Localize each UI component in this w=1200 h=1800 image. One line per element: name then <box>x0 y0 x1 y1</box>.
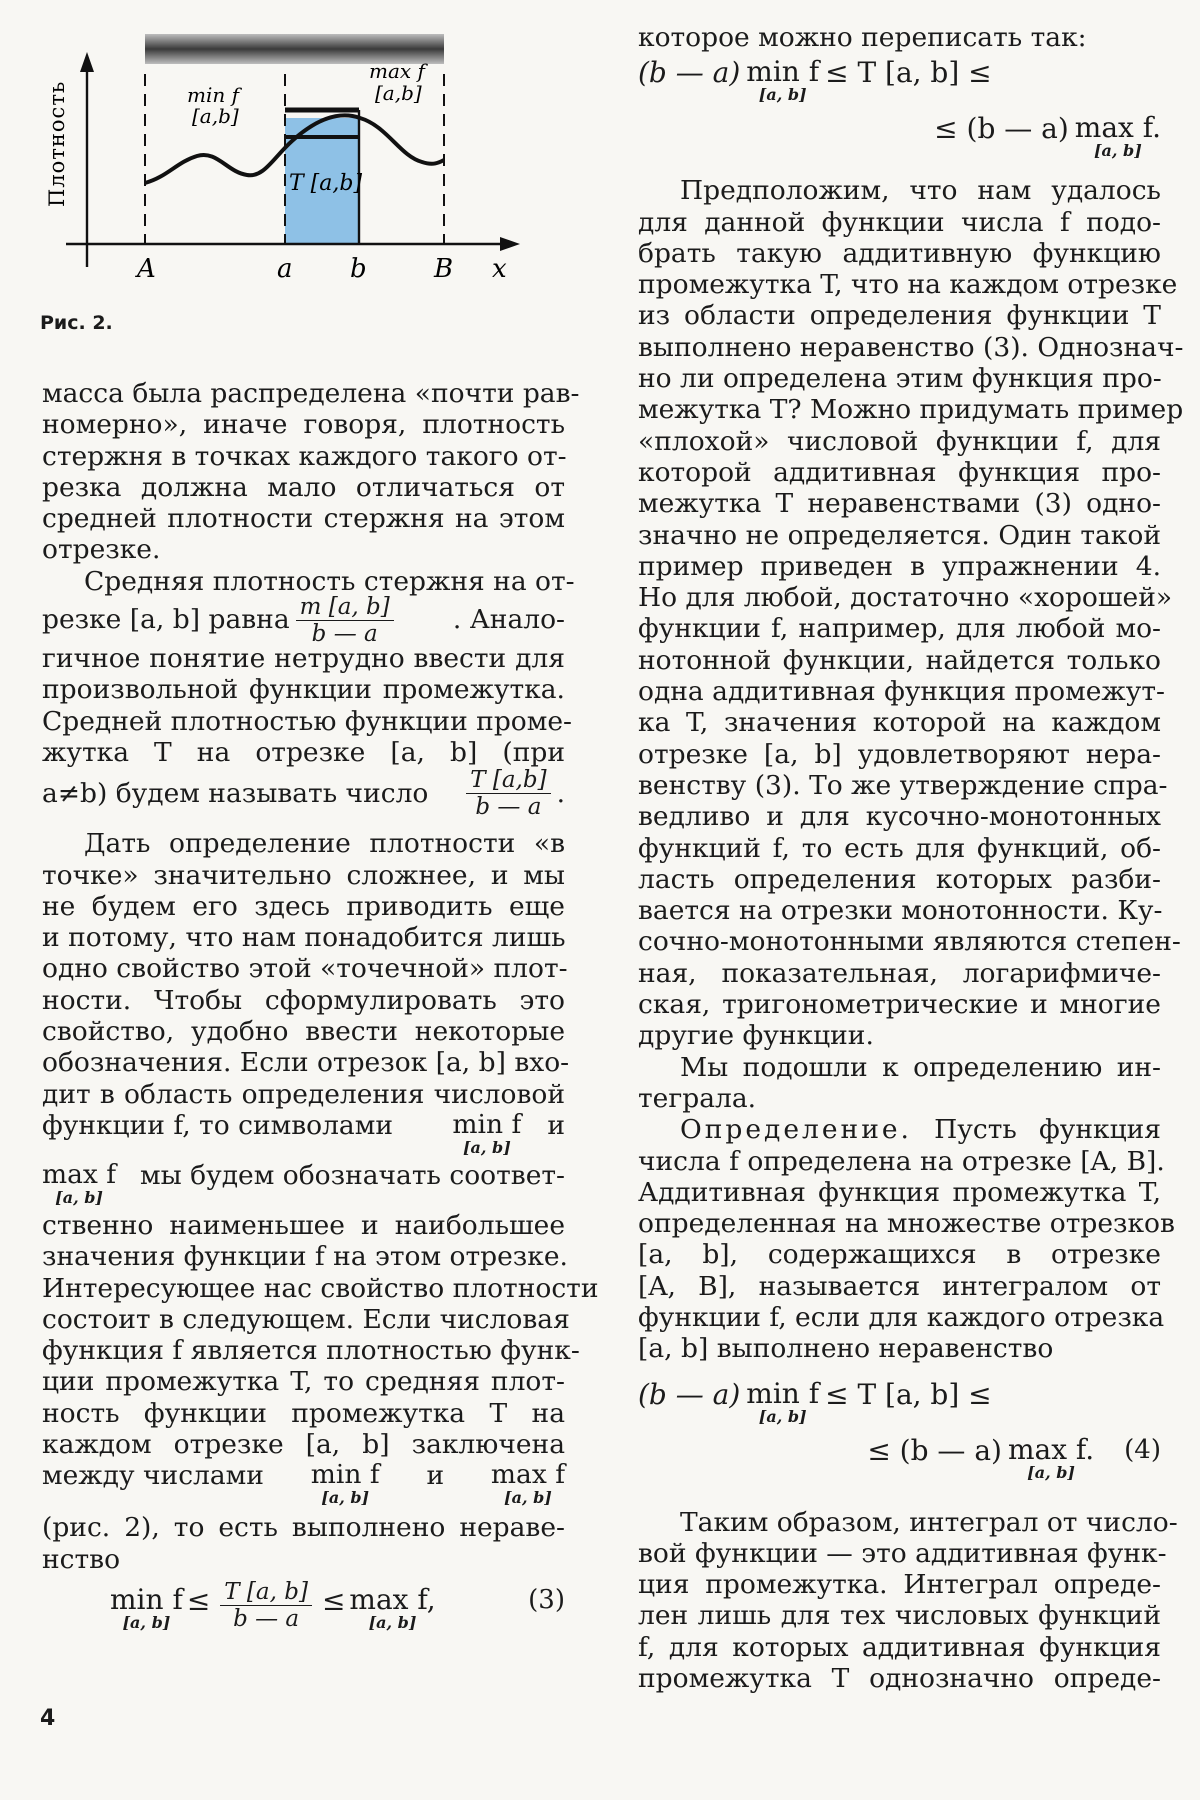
text-line: [a, b], содержащихся в отрезке <box>638 1239 1161 1271</box>
text-line: определенная на множестве отрезков <box>638 1208 1175 1240</box>
text-line: ции промежутка T, то средняя плот- <box>42 1366 565 1398</box>
max-op-subscript: [a, b] <box>504 1488 552 1508</box>
min-operator-2 <box>311 1460 380 1506</box>
text-line: ственно наименьшее и наибольшее <box>42 1209 565 1241</box>
formula-max-sub: [a, b] <box>368 1612 417 1632</box>
between-and: и <box>426 1460 445 1492</box>
fraction-denominator: b — a <box>233 1605 300 1632</box>
text-line: сочно-монотонными являются степен- <box>638 926 1181 958</box>
text-line: функции f, например, для любой мо- <box>638 613 1161 645</box>
formula-min-text: min f <box>110 1582 183 1616</box>
label-x: x <box>492 254 507 282</box>
formula-max-sub: [a, b] <box>1027 1462 1075 1482</box>
max-op-text: max f <box>42 1158 117 1190</box>
left-paragraph-1 <box>42 378 580 566</box>
text-line: ласть определения которых разби- <box>638 863 1161 895</box>
between-text: между числами <box>42 1460 264 1492</box>
min-op-subscript: [a, b] <box>321 1488 370 1508</box>
left-paragraph-3-tail <box>42 1209 599 1461</box>
text-line: функции f, если для каждого отрезка <box>638 1301 1165 1333</box>
text-line: средней плотности стержня на этом <box>42 503 565 535</box>
text-line: f, для которых аддитивная функция <box>638 1631 1161 1663</box>
formula-3-tag: (3) <box>528 1584 565 1615</box>
text-line: промежутка T однозначно опреде- <box>638 1663 1161 1695</box>
page-number: 4 <box>40 1706 56 1731</box>
text-line: из области определения функции T <box>638 300 1161 332</box>
text-line: вой функции — это аддитивная функ- <box>638 1537 1167 1569</box>
text-line: межутка T? Можно придумать пример <box>638 394 1184 426</box>
definition-last: [a, b] выполнено неравенство <box>638 1333 1054 1365</box>
formula-4-ba2: ≤ (b — a) <box>867 1433 1002 1467</box>
right-paragraph-1 <box>638 175 1184 1021</box>
text-line: отрезке. <box>42 534 161 566</box>
text-line: функция f является плотностью функ- <box>42 1335 580 1367</box>
formula-4-line2 <box>638 1432 1161 1507</box>
min-op-subscript: [a, b] <box>462 1137 511 1157</box>
formula-min-text: min f <box>746 1376 820 1410</box>
right-paragraph-3 <box>638 1506 1178 1695</box>
right-p1-last: другие функции. <box>638 1020 874 1052</box>
text-line: значно не определяется. Один такой <box>638 519 1161 551</box>
text-line: ная, показательная, логарифмиче- <box>638 957 1161 989</box>
text-line: резка должна мало отличаться от <box>42 471 565 503</box>
text-line: значения функции f на этом отрезке. <box>42 1241 568 1273</box>
text-line: для данной функции числа f подо- <box>638 206 1161 238</box>
y-axis-arrow <box>80 52 94 72</box>
text-line: состоит в следующем. Если числовая <box>42 1303 570 1335</box>
fraction-numerator: T [a,b] <box>466 767 550 794</box>
text-line: Таким образом, интеграл от число- <box>680 1506 1178 1538</box>
text-line: одно свойство этой «точечной» плот- <box>42 953 568 985</box>
formula-4-mid: ≤ T [a, b] ≤ <box>825 1377 992 1411</box>
left-paragraph-3-after <box>42 1512 565 1575</box>
definition-word: Определение. <box>680 1114 912 1146</box>
formula-max-sub: [a, b] <box>1093 141 1142 161</box>
right-p2-last: теграла. <box>638 1082 757 1114</box>
x-axis-arrow <box>500 237 520 251</box>
text-line: пример приведен в упражнении 4. <box>638 550 1161 582</box>
label-B: B <box>434 254 454 282</box>
text-line: стержня в точках каждого такого от- <box>42 440 567 472</box>
text-line: (рис. 2), то есть выполнено нераве- <box>42 1512 565 1544</box>
text-line: Но для любой, достаточно «хорошей» <box>638 582 1173 614</box>
label-b: b <box>350 254 367 282</box>
formula-3-max <box>349 1582 436 1632</box>
text-line: которой аддитивная функция про- <box>638 456 1161 488</box>
max-sub: [a,b] <box>375 81 422 105</box>
text-line: нство <box>42 1543 121 1575</box>
label-A: A <box>137 254 156 282</box>
text-line: номерно», иначе говоря, плотность <box>42 409 565 441</box>
text-line: гичное понятие нетрудно ввести для <box>42 643 565 675</box>
formula-min-text: min f <box>746 55 820 89</box>
y-axis-label: Плотность <box>45 80 69 207</box>
max-operator-2 <box>491 1460 565 1506</box>
formula-4-min <box>746 1376 820 1426</box>
text-line: межутка T неравенствами (3) одно- <box>638 488 1161 520</box>
text-line: дит в область определения числовой <box>42 1078 565 1110</box>
formula-3-fraction <box>220 1579 312 1632</box>
definition-body <box>638 1145 1175 1334</box>
min-sub: [a,b] <box>192 104 239 128</box>
formula-3-le2: ≤ <box>321 1583 346 1617</box>
text-line: [A, B], называется интегралом от <box>638 1270 1161 1302</box>
text-line: ская, тригонометрические и многие <box>638 989 1161 1021</box>
text-line: нотонной функции, найдется только <box>638 644 1161 676</box>
formula-min-sub: [a, b] <box>758 85 807 105</box>
text-line: но ли определена этим функция про- <box>638 363 1162 395</box>
formula-max <box>1075 113 1161 159</box>
between-line <box>42 1460 565 1512</box>
formula-rewrite-1 <box>638 57 1161 113</box>
text-line: «плохой» числовой функции f, для <box>638 425 1161 457</box>
text-line: выполнено неравенство (3). Однознач- <box>638 331 1184 363</box>
right-column <box>638 22 1184 1695</box>
mean-density-fraction <box>296 594 394 647</box>
text-line: ведливо и для кусочно-монотонных <box>638 801 1161 833</box>
formula-max-text: max f, <box>349 1582 436 1616</box>
formula-3-le1: ≤ <box>186 1583 211 1617</box>
text-line: жутка T на отрезке [a, b] (при <box>42 736 565 768</box>
formula-mid: ≤ T [a, b] ≤ <box>825 56 992 90</box>
max-line-text: мы будем обозначать соответ- <box>140 1159 565 1191</box>
text-line: Дать определение плотности «в <box>84 828 565 860</box>
text-line: венству (3). То же утверждение спра- <box>638 769 1168 801</box>
left-paragraph-2 <box>42 643 572 768</box>
formula-4-line1 <box>638 1376 1161 1435</box>
area-label: T [a,b] <box>289 171 363 196</box>
text-line: Средней плотностью функции проме- <box>42 705 572 737</box>
left-p2-last-text: a≠b) будем называть число <box>42 777 429 809</box>
formula-4-ba: (b — a) <box>638 1377 741 1411</box>
text-line: точке» значительно сложнее, и мы <box>42 859 565 891</box>
left-paragraph-3 <box>42 828 570 1110</box>
text-line: Мы подошли к определению ин- <box>680 1051 1161 1083</box>
max-label: max f <box>369 59 425 83</box>
text-line: масса была распределена «почти рав- <box>42 378 580 409</box>
fraction-numerator: m [a, b] <box>296 594 394 621</box>
max-op-subscript: [a, b] <box>55 1187 103 1207</box>
min-label: min f <box>187 83 240 107</box>
fraction-denominator: b — a <box>475 793 542 820</box>
text-line: каждом отрезке [a, b] заключена <box>42 1429 565 1461</box>
text-line: ности. Чтобы сформулировать это <box>42 984 565 1016</box>
formula-rewrite-2 <box>638 113 1161 175</box>
text-line: отрезке [a, b] удовлетворяют нера- <box>638 738 1161 770</box>
definition-first-line <box>638 1114 1161 1145</box>
density-figure <box>42 22 542 282</box>
figure-caption: Рис. 2. <box>40 312 113 334</box>
text-line: произвольной функции промежутка. <box>42 674 565 706</box>
text-line: вается на отрезки монотонности. Ку- <box>638 895 1163 927</box>
formula-min-sub: [a, b] <box>122 1612 171 1632</box>
text-line: Интересующее нас свойство плотности <box>42 1272 599 1304</box>
min-line-and: и <box>547 1109 565 1141</box>
fraction-numerator: T [a, b] <box>220 1579 312 1606</box>
text-line: лен лишь для тех числовых функций <box>638 1600 1161 1632</box>
text-line: промежутка T, что на каждом отрезке <box>638 269 1178 301</box>
right-intro: которое можно переписать так: <box>638 22 1087 53</box>
min-op-text: min f <box>452 1108 522 1140</box>
max-op-text: max f <box>490 1459 566 1491</box>
left-p2-last-dot: . <box>556 777 565 809</box>
max-operator <box>42 1160 116 1206</box>
left-p2-line2-start: резке [a, b] равна <box>42 604 290 636</box>
text-line: числа f определена на отрезке [A, B]. <box>638 1145 1165 1177</box>
left-p2-line2 <box>42 593 565 647</box>
text-line: ка T, значения которой на каждом <box>638 707 1161 739</box>
max-symbol-line <box>42 1160 565 1210</box>
min-line-text: функции f, то символами <box>42 1109 393 1141</box>
text-line: свойство, удобно ввести некоторые <box>42 1016 565 1048</box>
min-operator <box>452 1110 521 1156</box>
formula-3-min <box>110 1582 183 1632</box>
formula-max-text: max f. <box>1007 1432 1095 1466</box>
formula-4-max <box>1007 1432 1095 1482</box>
text-line: одна аддитивная функция промежут- <box>638 676 1165 708</box>
text-line: ция промежутка. Интеграл опреде- <box>638 1569 1161 1601</box>
mean-density-T-fraction <box>466 767 550 820</box>
min-symbol-line <box>42 1110 565 1160</box>
formula-ba2: ≤ (b — a) <box>934 112 1069 146</box>
text-line: Аддитивная функция промежутка T, <box>638 1176 1161 1208</box>
formula-3 <box>42 1578 565 1655</box>
left-p2-line2-end: . Анало- <box>452 604 565 636</box>
text-line: ность функции промежутка T на <box>42 1397 565 1429</box>
right-paragraph-2 <box>638 1052 1161 1083</box>
formula-min-sub: [a, b] <box>758 1406 807 1426</box>
text-line: обозначения. Если отрезок [a, b] вхо- <box>42 1047 570 1079</box>
left-column <box>42 378 599 1655</box>
label-a: a <box>277 254 293 282</box>
text-line: брать такую аддитивную функцию <box>638 237 1161 269</box>
formula-max-text: max f. <box>1074 111 1161 145</box>
text-line: Предположим, что нам удалось <box>680 175 1161 207</box>
text-line: не будем его здесь приводить еще <box>42 890 565 922</box>
text-line: функций f, то есть для функций, об- <box>638 832 1161 864</box>
formula-min <box>746 57 819 103</box>
formula-4-tag: (4) <box>1124 1434 1161 1465</box>
text-line: и потому, что нам понадобится лишь <box>42 922 566 954</box>
min-op-text: min f <box>310 1459 380 1491</box>
fraction-denominator: b — a <box>311 620 378 647</box>
formula-ba: (b — a) <box>638 56 741 90</box>
definition-first-text: Пусть функция <box>911 1114 1161 1146</box>
left-p2-line1: Средняя плотность стержня на от- <box>84 565 575 597</box>
left-p2-last-line <box>42 768 565 818</box>
